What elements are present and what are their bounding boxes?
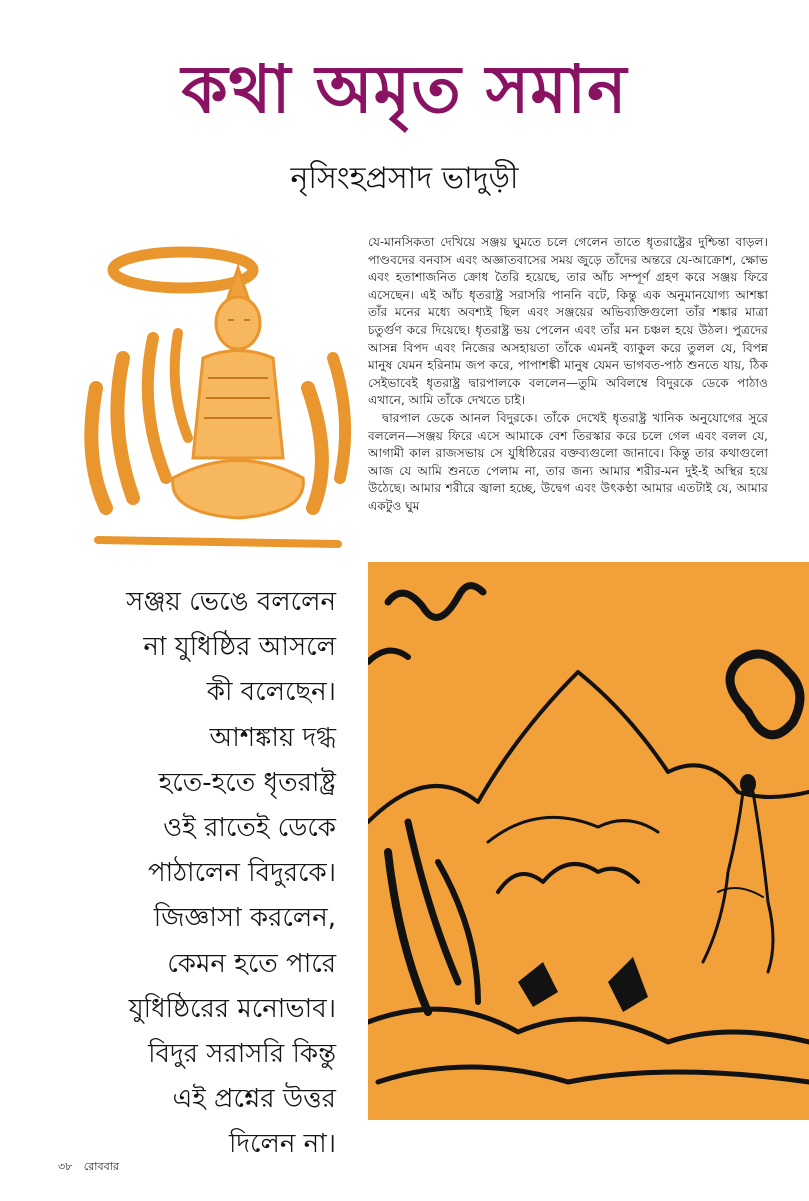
pull-quote-line: বিদুর সরাসরি কিন্তু	[148, 1039, 336, 1070]
pull-quote-line: পাঠালেন বিদুরকে।	[147, 858, 336, 889]
pull-quote-line: দিলেন না।	[228, 1129, 336, 1160]
pull-quote-line: যুধিষ্ঠিরের মনোভাব।	[128, 993, 336, 1024]
article-title: কথা অমৃত সমান	[181, 51, 628, 128]
pull-quote-line: কেমন হতে পারে	[167, 948, 336, 979]
pull-quote-line: এই প্রশ্নের উত্তর	[172, 1084, 336, 1115]
pull-quote-line: আশঙ্কায় দগ্ধ	[209, 722, 336, 753]
pull-quote-line: সঞ্জয় ভেঙে বললেন	[126, 587, 336, 617]
author-name: নৃসিংহপ্রসাদ ভাদুড়ী	[290, 161, 519, 196]
pull-quote-line: জিজ্ঞাসা করলেন,	[153, 903, 336, 934]
pull-quote-line: না যুধিষ্ঠির আসলে	[143, 632, 336, 663]
pull-quote-line: কী বলেছেন।	[206, 677, 336, 708]
body-paragraph: দ্বারপাল ডেকে আনল বিদুরকে। তাঁকে দেখেই ধৃতরাষ্ট্র খানিক অনুযোগের সুরে বললেন—সঞ্জয় ফিরে এসে আমাকে বেশ তিরস্কার করে চলে গেল এবং বলল যে, আগামী কাল রাজসভায় সে যুধিষ্ঠিরের বক্তব্যগুলো জানাবে। কিন্তু তার কথাগুলো আজ যে আমি শুনতে পেলাম না, তার জন্য আমার শরীর-মন দুই-ই অস্থির হয়ে উঠেছে। আমার শরীরে জ্বালা হচ্ছে, উদ্বেগ এবং উৎকণ্ঠা আমার এতটাই যে, আমার একটুও ঘুম	[368, 410, 768, 513]
pull-quote	[40, 580, 336, 1168]
pull-quote-line: হতে-হতে ধৃতরাষ্ট্র	[158, 767, 336, 798]
page-footer	[58, 1158, 127, 1177]
body-paragraph: যে-মানসিকতা দেখিয়ে সঞ্জয় ঘুমতে চলে গেলেন তাতে ধৃতরাষ্ট্রের দুশ্চিন্তা বাড়ল। পাণ্ডবদের বনবাস এবং অজ্ঞাতবাসের সময় জুড়ে তাঁদের অন্তরে যে-আক্রোশ, ক্ষোভ এবং হতাশাজনিত ক্রোধ তৈরি হয়েছে, তার আঁচ সম্পূর্ণ গ্রহণ করে সঞ্জয় ফিরে এসেছেন। এই আঁচ ধৃতরাষ্ট্র সরাসরি পাননি বটে, কিন্তু এক অনুমানযোগ্য আশঙ্কা তাঁর মনের মধ্যে অবশ্যই ছিল এবং সঞ্জয়ের অভিব্যক্তিগুলো তাঁর শঙ্কার মাত্রা চতুর্গুণ করে দিয়েছে। ধৃতরাষ্ট্র ভয় পেলেন এবং তাঁর মন চঞ্চল হয়ে উঠল। পুত্রদের আসন্ন বিপদ এবং নিজের অসহায়তা তাঁকে এমনই ব্যাকুল করে তুলল যে, বিপন্ন মানুষ যেমন হরিনাম জপ করে, পাপাশঙ্কী মানুষ যেমন ভাগবত-পাঠ শুনতে যায়, ঠিক সেইভাবেই ধৃতরাষ্ট্র দ্বারপালকে বললেন—তুমি অবিলম্বে বিদুরকে ডেকে পাঠাও এখানে, আমি তাঁকে দেখতে চাই।	[368, 235, 768, 408]
landscape-wanderer-illustration	[368, 562, 809, 1120]
article-body	[368, 234, 768, 516]
meditating-sage-illustration	[78, 228, 358, 558]
pull-quote-line: ওই রাতেই ডেকে	[163, 813, 336, 844]
magazine-name: রোববার	[83, 1160, 119, 1173]
page-number: ৩৮	[58, 1160, 73, 1173]
